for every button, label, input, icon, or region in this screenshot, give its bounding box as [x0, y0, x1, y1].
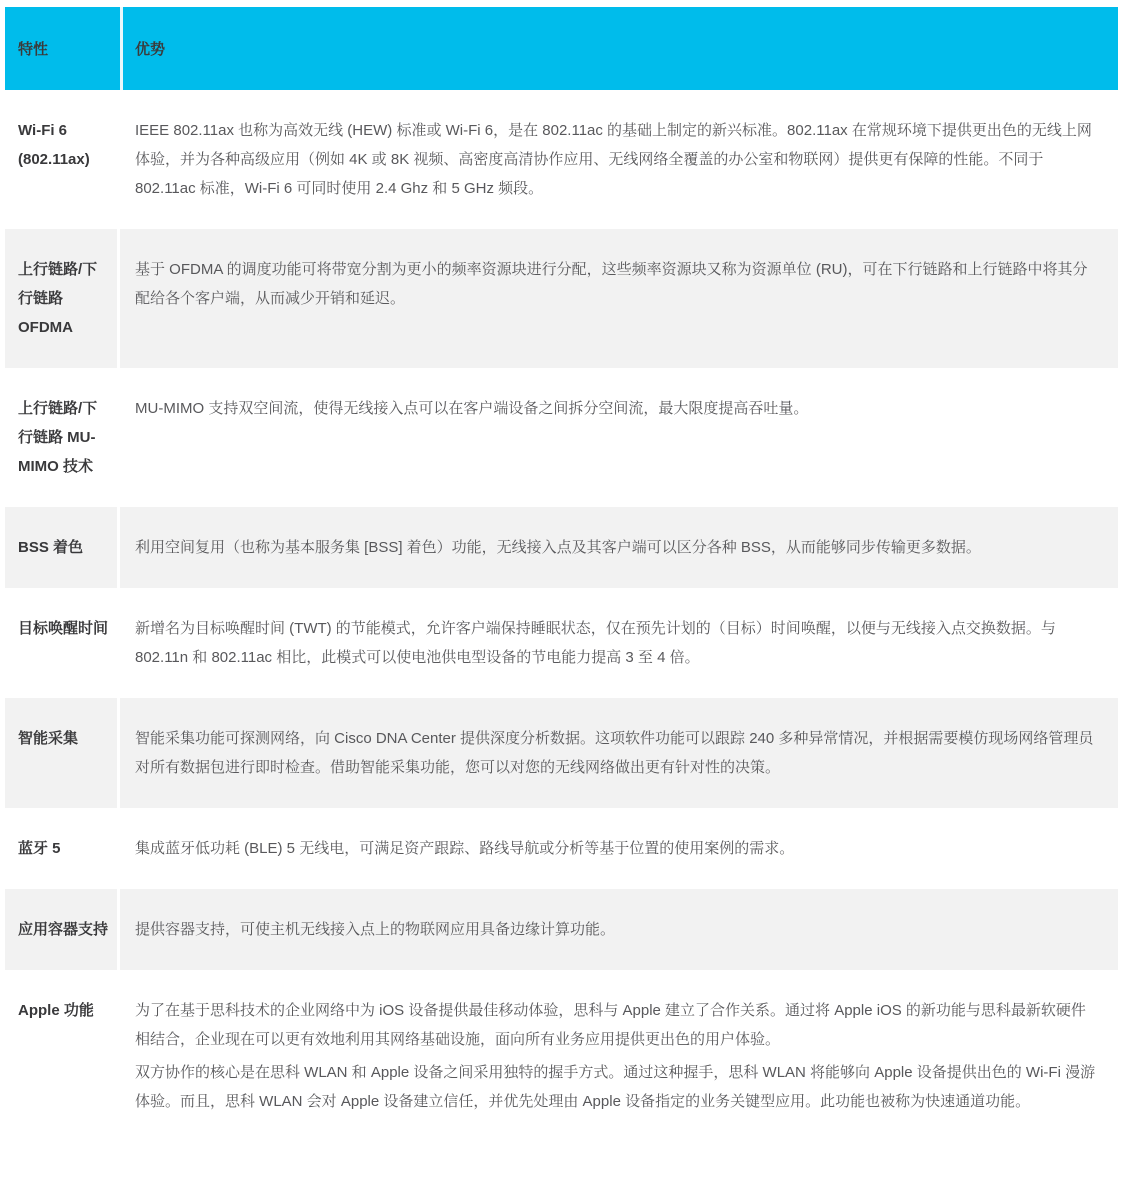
advantage-paragraph: 提供容器支持，可使主机无线接入点上的物联网应用具备边缘计算功能。 — [135, 921, 616, 938]
table-row — [5, 90, 1118, 229]
advantage-paragraph: 智能采集功能可探测网络，向 Cisco DNA Center 提供深度分析数据。这项软件功能可以跟踪 240 多种异常情况，并根据需要模仿现场网络管理员对所有数据包进行即时检查。借助智能采集功能，您可以对您的无线网络做出更有针对性的决策。 — [135, 730, 1094, 776]
feature-table-container — [5, 7, 1118, 1142]
table-row — [5, 507, 1118, 588]
advantage-paragraph: 新增名为目标唤醒时间 (TWT) 的节能模式，允许客户端保持睡眠状态，仅在预先计划的（目标）时间唤醒，以便与无线接入点交换数据。与 802.11n 和 802.11ac 相比，此模式可以使电池供电型设备的节电能力提高 3 至 4 倍。 — [135, 620, 1056, 666]
advantage-paragraph: 为了在基于思科技术的企业网络中为 iOS 设备提供最佳移动体验，思科与 Apple 建立了合作关系。通过将 Apple iOS 的新功能与思科最新软硬件相结合，企业现在可以更有效地利用其网络基础设施，面向所有业务应用提供更出色的用户体验。 — [135, 1002, 1086, 1048]
advantage-cell — [120, 588, 1118, 698]
advantage-cell — [120, 889, 1118, 970]
advantage-cell — [120, 368, 1118, 507]
advantage-cell — [120, 229, 1118, 368]
table-row — [5, 889, 1118, 970]
advantage-cell — [120, 970, 1118, 1142]
feature-advantage-table — [5, 7, 1118, 1142]
feature-cell: 应用容器支持 — [5, 889, 120, 970]
table-header-row — [5, 7, 1118, 90]
feature-cell: 蓝牙 5 — [5, 808, 120, 889]
table-row — [5, 698, 1118, 808]
feature-cell: Apple 功能 — [5, 970, 120, 1142]
advantage-cell — [120, 808, 1118, 889]
table-row — [5, 970, 1118, 1142]
feature-cell: 上行链路/下行链路 MU-MIMO 技术 — [5, 368, 120, 507]
table-row — [5, 808, 1118, 889]
advantage-paragraph: MU-MIMO 支持双空间流，使得无线接入点可以在客户端设备之间拆分空间流，最大限度提高吞吐量。 — [135, 400, 809, 417]
table-row — [5, 368, 1118, 507]
feature-cell: Wi-Fi 6 (802.11ax) — [5, 90, 120, 229]
table-row — [5, 588, 1118, 698]
header-advantage: 优势 — [120, 7, 1118, 90]
table-row — [5, 229, 1118, 368]
advantage-paragraph: 双方协作的核心是在思科 WLAN 和 Apple 设备之间采用独特的握手方式。通过这种握手，思科 WLAN 将能够向 Apple 设备提供出色的 Wi-Fi 漫游体验。而且，思科 WLAN 会对 Apple 设备建立信任，并优先处理由 Apple 设备指定的业务关键型应用。此功能也被称为快速通道功能。 — [135, 1064, 1096, 1110]
feature-cell: 智能采集 — [5, 698, 120, 808]
feature-cell: BSS 着色 — [5, 507, 120, 588]
advantage-paragraph: 基于 OFDMA 的调度功能可将带宽分割为更小的频率资源块进行分配，这些频率资源块又称为资源单位 (RU)，可在下行链路和上行链路中将其分配给各个客户端，从而减少开销和延迟。 — [135, 261, 1088, 307]
advantage-cell — [120, 90, 1118, 229]
table-body — [5, 90, 1118, 1142]
feature-cell: 目标唤醒时间 — [5, 588, 120, 698]
advantage-paragraph: 集成蓝牙低功耗 (BLE) 5 无线电，可满足资产跟踪、路线导航或分析等基于位置的使用案例的需求。 — [135, 840, 795, 857]
feature-cell: 上行链路/下行链路 OFDMA — [5, 229, 120, 368]
advantage-paragraph: IEEE 802.11ax 也称为高效无线 (HEW) 标准或 Wi-Fi 6，是在 802.11ac 的基础上制定的新兴标准。802.11ax 在常规环境下提供更出色的无线上网体验，并为各种高级应用（例如 4K 或 8K 视频、高密度高清协作应用、无线网络全覆盖的办公室和物联网）提供更有保障的性能。不同于 802.11ac 标准，Wi-Fi 6 可同时使用 2.4 Ghz 和 5 GHz 频段。 — [135, 122, 1092, 197]
advantage-cell — [120, 507, 1118, 588]
advantage-paragraph: 利用空间复用（也称为基本服务集 [BSS] 着色）功能，无线接入点及其客户端可以区分各种 BSS，从而能够同步传输更多数据。 — [135, 539, 981, 556]
advantage-cell — [120, 698, 1118, 808]
header-feature: 特性 — [5, 7, 120, 90]
